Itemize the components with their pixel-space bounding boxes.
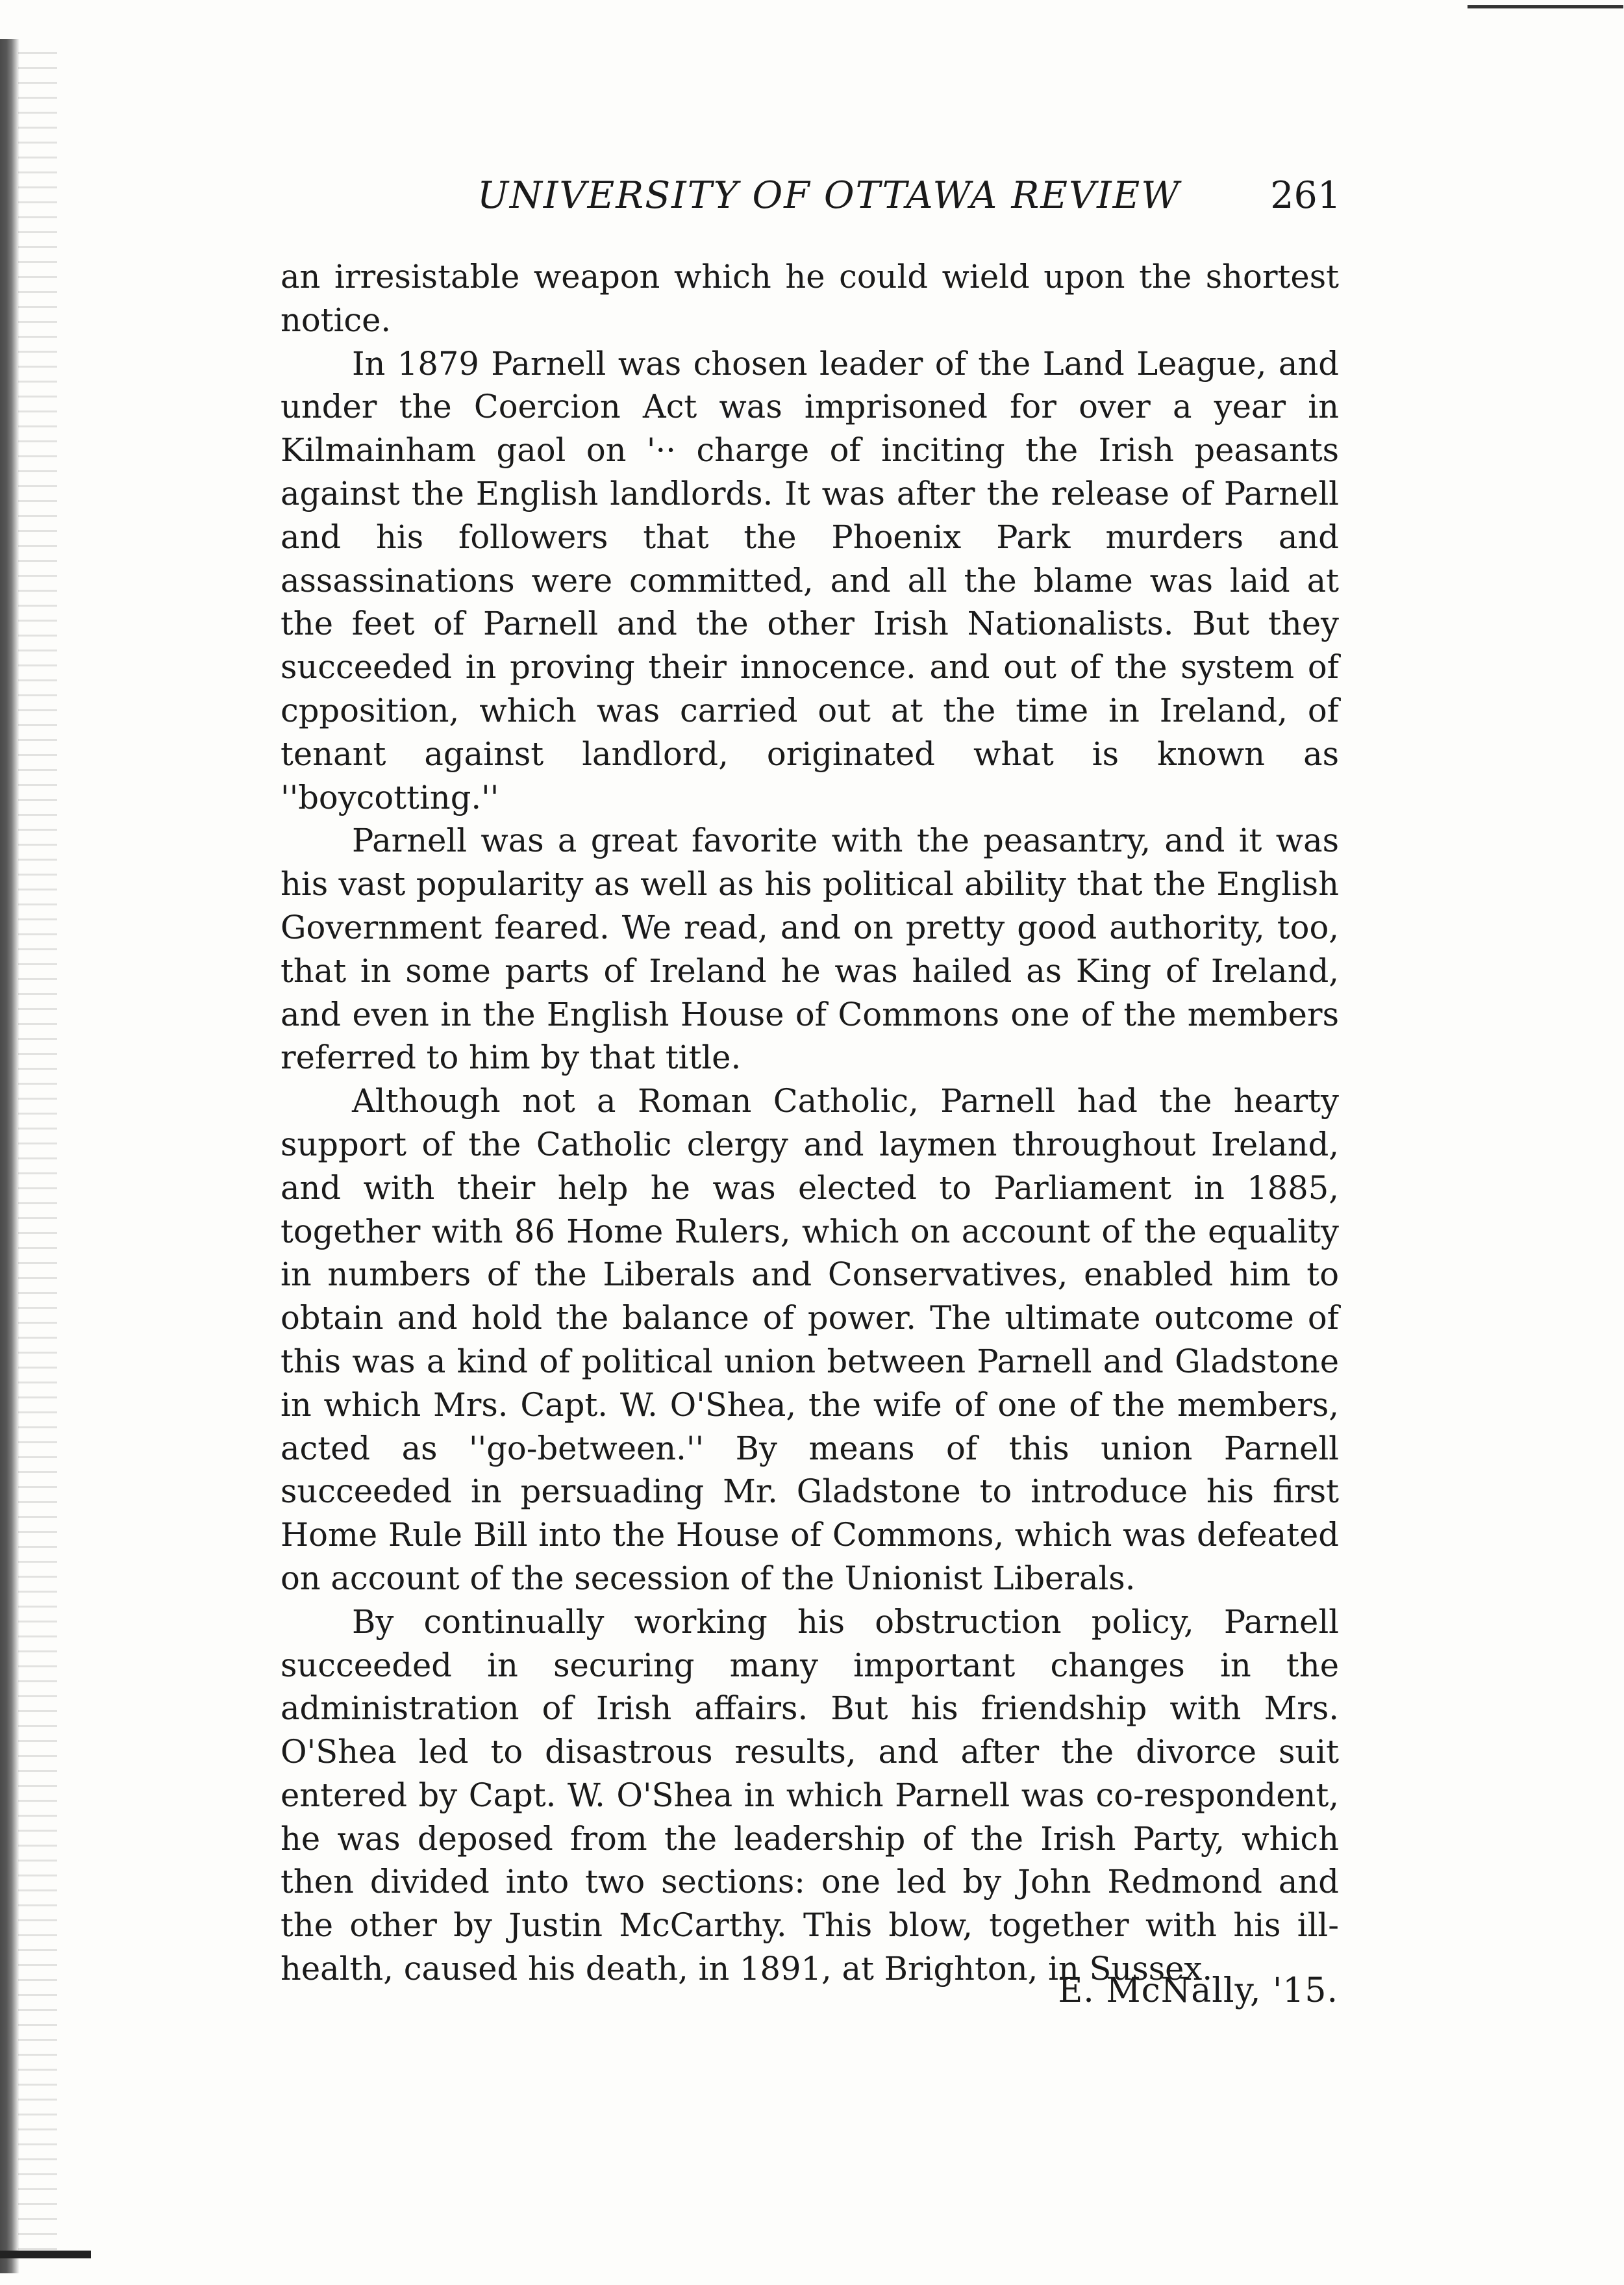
paragraph-5: By continually working his obstruction policy, Parnell succeeded in securing many important changes in the administration of Irish affairs. But his friendship with Mrs. O'Shea led to disastrous results, and after the divorce suit entered by Capt. W. O'Shea in which Parnell was co-respondent, he was deposed from the leadership of the Irish Party, which then divided into two sections: one led by John Redmond and the other by Justin McCarthy. This blow, together with his ill-health, caused his death, in 1891, at Brighton, in Sussex. xyxy=(281,1602,1339,1988)
scan-top-rule xyxy=(1468,5,1623,8)
page-header xyxy=(282,174,1341,233)
page-number: 261 xyxy=(1270,174,1341,217)
paragraph-2: In 1879 Parnell was chosen leader of the Land League, and under the Coercion Act was imprisoned for over a year in Kilmainham gaol on '·· charge of inciting the Irish peasants against the English landlords. It was after the release of Parnell and his followers that the Phoenix Park murders and assassinations were committed, and all the blame was laid at the feet of Parnell and the other Irish Nationalists. But they succeeded in proving their innocence. and out of the system of cpposition, which was carried out at the time in Ireland, of tenant against landlord, originated what is known as ''boycotting.'' xyxy=(281,344,1339,816)
running-title: UNIVERSITY OF OTTAWA REVIEW xyxy=(477,174,1181,217)
author-signature: E. McNally, '15. xyxy=(1058,1971,1338,2010)
paragraph-3: Parnell was a great favorite with the peasantry, and it was his vast popularity as well as his political ability that the English Government feared. We read, and on pretty good authority, too, that in some parts of Ireland he was hailed as King of Ireland, and even in the English House of Commons one of the members referred to him by that title. xyxy=(281,822,1339,1077)
paragraph-4: Although not a Roman Catholic, Parnell had the hearty support of the Catholic clergy and laymen throughout Ireland, and with their help he was elected to Parliament in 1885, together with 86 Home Rulers, which on account of the equality in numbers of the Liberals and Conservatives, enabled him to obtain and hold the balance of power. The ultimate outcome of this was a kind of political union between Parnell and Gladstone in which Mrs. Capt. W. O'Shea, the wife of one of the members, acted as ''go-between.'' By means of this union Parnell succeeded in persuading Mr. Gladstone to introduce his first Home Rule Bill into the House of Commons, which was defeated on account of the secession of the Unionist Liberals. xyxy=(281,1082,1339,1597)
article-body xyxy=(281,255,1339,1991)
scan-binding-corner xyxy=(0,2251,91,2258)
scan-binding-edge xyxy=(0,39,19,2273)
scan-binding-speckle xyxy=(18,52,57,2260)
paragraph-1: an irresistable weapon which he could wield upon the shortest notice. xyxy=(281,258,1339,339)
